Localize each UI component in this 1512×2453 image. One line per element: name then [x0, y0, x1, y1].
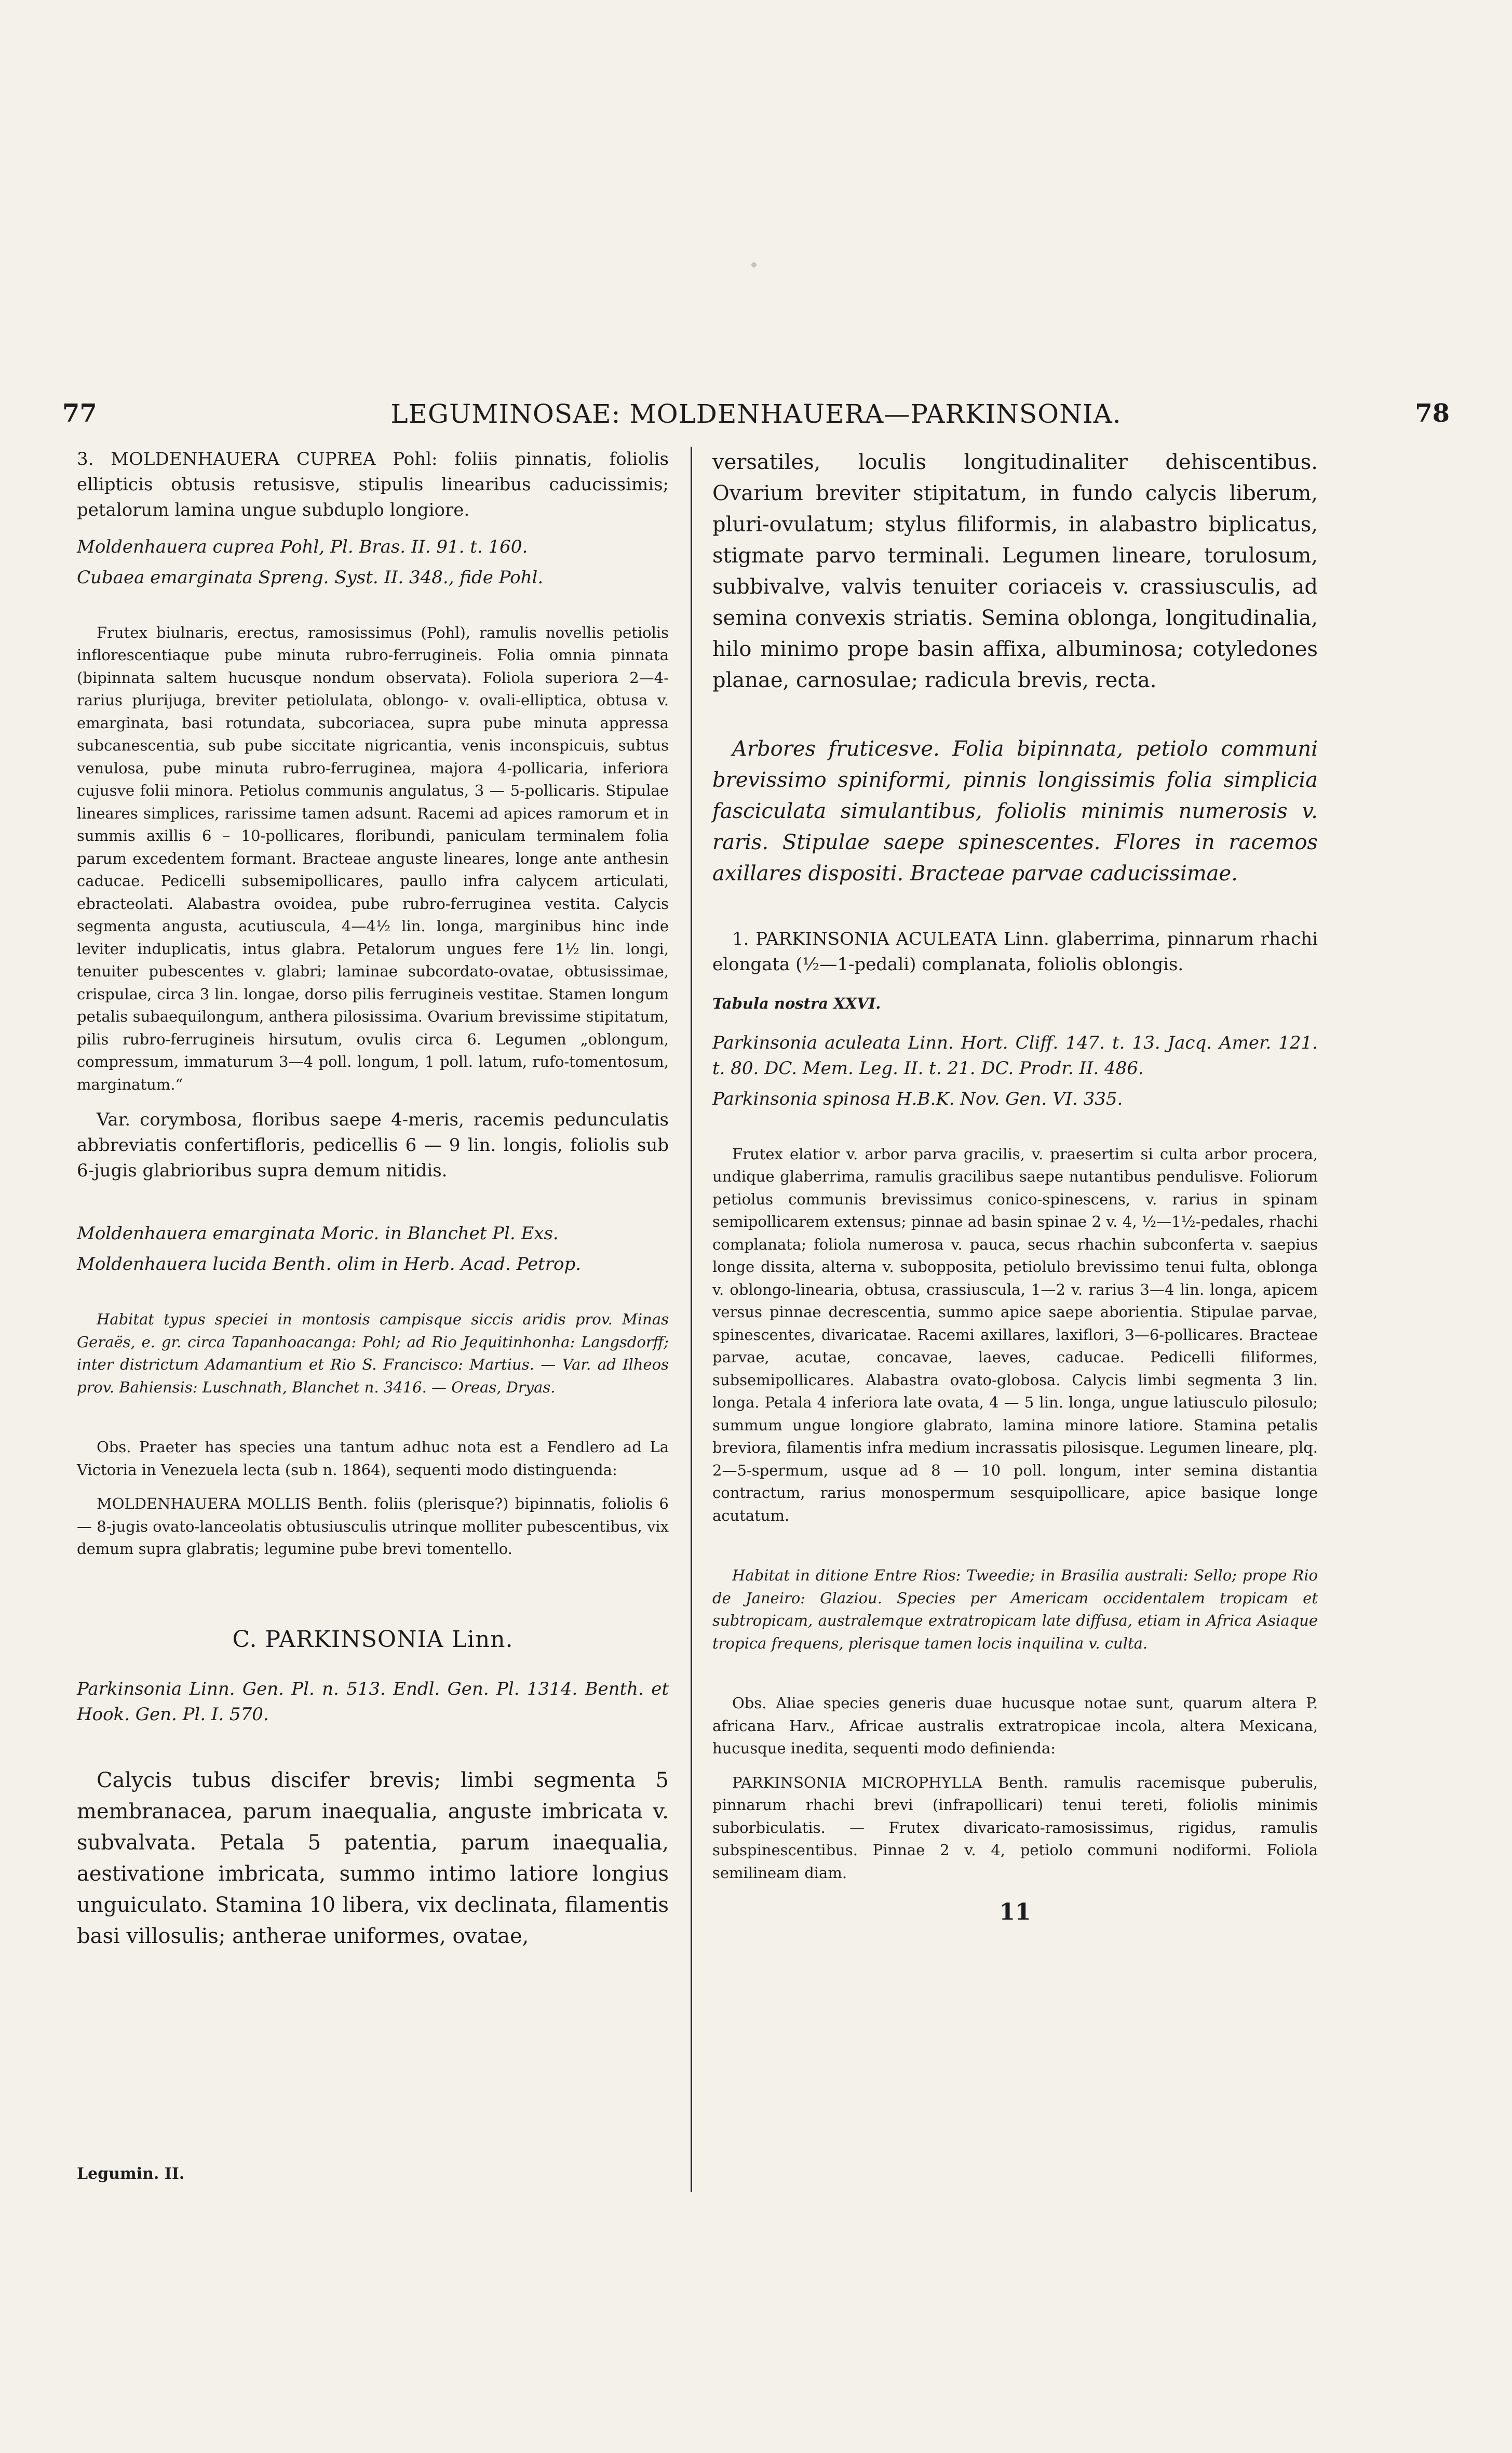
related-species-note: MOLDENHAUERA MOLLIS Benth. foliis (plerisque?) bipinnatis, foliolis 6 — 8-jugis ovato-lanceolatis obtusiusculis utrinque molliter pubescentibus, vix demum supra glabratis; legumine pube brevi tomentello. — [77, 1495, 669, 1558]
column-divider — [691, 447, 692, 2192]
species-description: Frutex biulnaris, erectus, ramosissimus (Pohl), ramulis novellis petiolis inflorescentiaque pube minuta rubro-ferrugineis. Folia omnia pinnata (bipinnata saltem hucusque nondum observata). Foliola superiora 2—4- rarius plurijuga, breviter petiolulata, oblongo- v. ovali-elliptica, obtusa v. emarginata, basi rotundata, subcoriacea, supra pube minuta appressa subcanescentia, sub pube siccitate nigricantia, venis inconspicuis, subtus venulosa, pube minuta rubro-ferruginea, majora 4-pollicaria, inferiora cujusve folii minora. Petiolus communis angulatus, 3 — 5-pollicaris. Stipulae lineares simplices, rarissime tamen adsunt. Racemi ad apices ramorum et in summis axillis 6 – 10-pollicares, floribundi, paniculam terminalem folia parum excedentem formant. Bracteae anguste lineares, longe ante anthesin caducae. Pedicelli subsemipollicares, paullo infra calycem articulati, ebracteolati. Alabastra ovoidea, pube rubro-ferruginea vestita. Calycis segmenta angusta, acutiuscula, 4—4½ lin. longa, marginibus hinc inde leviter induplicatis, intus glabra. Petalorum ungues fere 1½ lin. longi, tenuiter pubescentes v. glabri; laminae subcordato-ovatae, obtusissimae, crispulae, circa 3 lin. longae, dorso pilis ferrugineis vestitae. Stamen longum petalis subaequilongum, anthera pilosissima. Ovarium brevissime stipitatum, pilis rubro-ferrugineis hirsutum, ovulis circa 6. Legumen „oblongum, compressum, immaturum 3—4 poll. longum, 1 poll. latum, rufo-tomentosum, marginatum.“ — [77, 623, 669, 1093]
left-column — [77, 447, 669, 1963]
habitat-note: Habitat in ditione Entre Rios: Tweedie; in Brasilia australi: Sello; prope Rio de Janeiro: Glaziou. Species per Americam occidentalem tropicam et subtropicam, australemque extratropicam late diffusa, etiam in Africa Asiaque tropica frequens, plerisque tamen locis inquilina v. culta. — [712, 1566, 1318, 1652]
observation-note: Obs. Aliae species generis duae hucusque notae sunt, quarum altera P. africana Harv., Africae australis extratropicae incola, altera Mexicana, hucusque inedita, sequenti modo definienda: — [712, 1694, 1318, 1758]
genus-description: Calycis tubus discifer brevis; limbi segmenta 5 membranacea, parum inaequalia, anguste imbricata v. subvalvata. Petala 5 patentia, parum inaequalia, aestivatione imbricata, summo intimo latiore longius unguiculato. Stamina 10 libera, vix declinata, filamentis basi villosulis; antherae uniformes, ovatae, — [77, 1768, 669, 1948]
paper-speck — [751, 262, 757, 267]
habitat-note: Habitat typus speciei in montosis campisque siccis aridis prov. Minas Geraës, e. gr. circa Tapanhoacanga: Pohl; ad Rio Jequitinhonha: Langsdorff; inter districtum Adamantium et Rio S. Francisco: Martius. — Var. ad Ilheos prov. Bahiensis: Luschnath, Blanchet n. 3416. — Oreas, Dryas. — [77, 1310, 669, 1396]
page-header — [62, 399, 1450, 446]
variety-diagnosis: Var. corymbosa, floribus saepe 4-meris, racemis pedunculatis abbreviatis confertifloris, pedicellis 6 — 9 lin. longis, foliolis sub 6-jugis glabrioribus supra demum nitidis. — [77, 1109, 669, 1182]
genus-habit-summary: Arbores fruticesve. Folia bipinnata, petiolo communi brevissimo spiniformi, pinnis longissimis folia simplicia fasciculata simulantibus, foliolis minimis numerosis v. raris. Stipulae saepe spinescentes. Flores in racemos axillares dispositi. Bracteae parvae caducissimae. — [712, 737, 1318, 886]
page-number-right: 78 — [1415, 399, 1450, 428]
sheet-signature-number: 11 — [999, 1899, 1031, 1926]
variety-reference: Moldenhauera emarginata Moric. in Blanchet Pl. Exs. — [77, 1223, 559, 1244]
right-column — [712, 447, 1318, 1928]
synonym-reference: Moldenhauera cuprea Pohl, Pl. Bras. II. 91. t. 160. — [77, 536, 528, 557]
observation-note: Obs. Praeter has species una tantum adhuc nota est a Fendlero ad La Victoria in Venezuela lecta (sub n. 1864), sequenti modo distinguenda: — [77, 1438, 669, 1479]
synonym-reference: Parkinsonia aculeata Linn. Hort. Cliff. 147. t. 13. Jacq. Amer. 121. t. 80. DC. Mem. Leg. II. t. 21. DC. Prodr. II. 486. — [712, 1032, 1318, 1079]
species-description: Frutex elatior v. arbor parva gracilis, v. praesertim si culta arbor procera, undique glaberrima, ramulis gracilibus saepe nutantibus pendulisve. Foliorum petiolus communis brevissimus conico-spinescens, v. rarius in spinam semipollicarem extensus; pinnae ad basin spinae 2 v. 4, ½—1½-pedales, rhachi complanata; foliola numerosa v. pauca, secus rhachin subconferta v. saepius longe dissita, alterna v. subopposita, petiolulo brevissimo tenui fulta, oblonga v. oblongo-linearia, obtusa, crassiuscula, 1—2 v. rarius 3—4 lin. longa, apicem versus pinnae decrescentia, summo apice saepe aborientia. Stipulae parvae, spinescentes, divaricatae. Racemi axillares, laxiflori, 3—6-pollicares. Bracteae parvae, acutae, concavae, laeves, caducae. Pedicelli filiformes, subsemipollicares. Alabastra ovato-globosa. Calycis limbi segmenta 3 lin. longa. Petala 4 inferiora late ovata, 4 — 5 lin. longa, ungue latiusculo pilosulo; summum ungue longiore glabrato, lamina minore latiore. Stamina petalis breviora, filamentis infra medium incrassatis pilosisque. Legumen lineare, plq. 2—5-spermum, usque ad 8 — 10 poll. longum, inter semina distantia contractum, rarius monospermum sesquipollicare, apice basique longe acutatum. — [712, 1145, 1318, 1524]
related-species-note: PARKINSONIA MICROPHYLLA Benth. ramulis racemisque puberulis, pinnarum rhachi brevi (infrapollicari) tenui tereti, foliolis minimis suborbiculatis. — Frutex divaricato-ramosissimus, rigidus, ramulis subspinescentibus. Pinnae 2 v. 4, petiolo communi nodiformi. Foliola semilineam diam. — [712, 1773, 1318, 1882]
species-diagnosis: 1. PARKINSONIA ACULEATA Linn. glaberrima, pinnarum rhachi elongata (½—1-pedali) complanata, foliolis oblongis. — [712, 929, 1318, 975]
plate-reference: Tabula nostra XXVI. — [712, 994, 881, 1012]
genus-heading: C. PARKINSONIA Linn. — [232, 1626, 514, 1653]
running-title: LEGUMINOSAE: MOLDENHAUERA—PARKINSONIA. — [390, 399, 1122, 429]
page-number-left: 77 — [62, 399, 97, 428]
species-diagnosis: 3. MOLDENHAUERA CUPREA Pohl: foliis pinnatis, foliolis ellipticis obtusis retusisve, stipulis linearibus caducissimis; petalorum lamina ungue subduplo longiore. — [77, 449, 669, 520]
variety-reference: Moldenhauera lucida Benth. olim in Herb. Acad. Petrop. — [77, 1254, 582, 1275]
genus-description-continued: versatiles, loculis longitudinaliter dehiscentibus. Ovarium breviter stipitatum, in fundo calycis liberum, pluri-ovulatum; stylus filiformis, in alabastro biplicatus, stigmate parvo terminali. Legumen lineare, torulosum, subbivalve, valvis tenuiter coriaceis v. crassiusculis, ad semina convexis striatis. Semina oblonga, longitudinalia, hilo minimo prope basin affixa, albuminosa; cotyledones planae, carnosulae; radicula brevis, recta. — [712, 450, 1318, 692]
synonym-reference: Parkinsonia spinosa H.B.K. Nov. Gen. VI. 335. — [712, 1088, 1123, 1109]
genus-references: Parkinsonia Linn. Gen. Pl. n. 513. Endl. Gen. Pl. 1314. Benth. et Hook. Gen. Pl. I. 570. — [77, 1678, 669, 1725]
synonym-reference: Cubaea emarginata Spreng. Syst. II. 348., fide Pohl. — [77, 567, 544, 588]
signature-mark: Legumin. II. — [77, 2165, 185, 2183]
